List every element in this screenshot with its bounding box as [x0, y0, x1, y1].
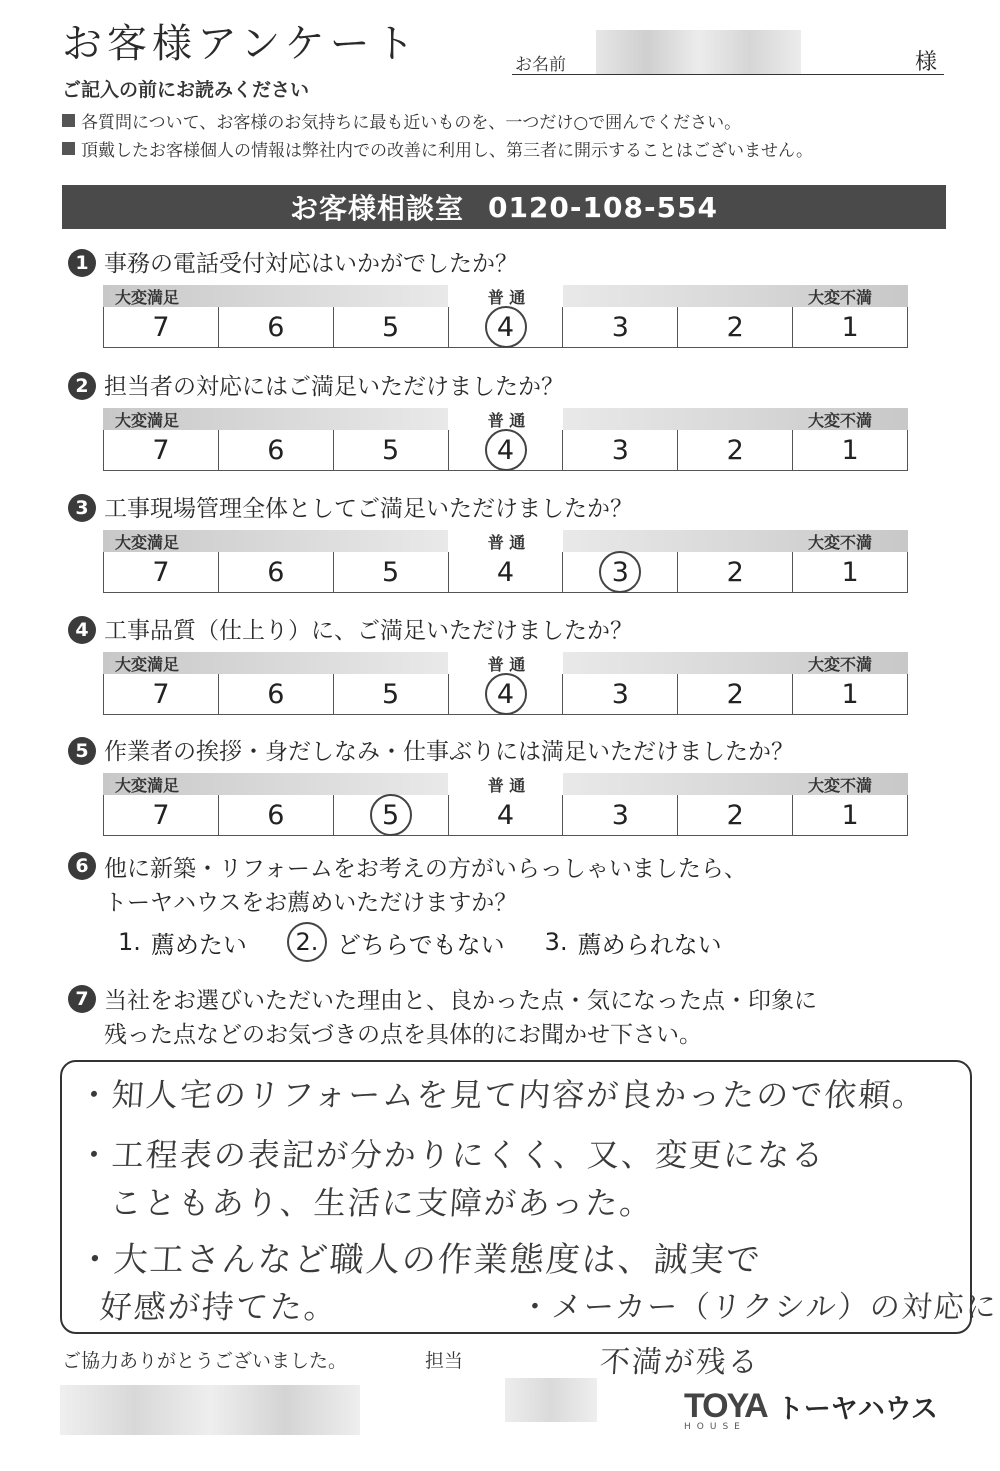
rating-option[interactable] — [333, 674, 448, 714]
support-phone: 0120-108-554 — [487, 190, 719, 224]
option-label: どちらでもない — [336, 930, 505, 959]
rating-option[interactable] — [218, 795, 333, 835]
rating-option[interactable] — [333, 430, 448, 470]
option-label: 薦められない — [577, 930, 722, 959]
question-text: 工事品質（仕上り）に、ご満足いただけましたか？ — [104, 618, 633, 644]
rating-value: 7 — [152, 434, 170, 466]
rating-option[interactable] — [448, 674, 563, 714]
address-redacted — [60, 1385, 360, 1435]
rating-value: 4 — [485, 306, 527, 348]
rating-value: 1 — [841, 434, 859, 466]
q6-option[interactable] — [545, 922, 722, 962]
handwritten-comment: 好感が持てた。 — [98, 1288, 340, 1326]
name-label: お名前 — [515, 55, 566, 75]
rating-value: 6 — [267, 434, 285, 466]
q6-options — [118, 922, 898, 962]
rating-value: 6 — [267, 311, 285, 343]
rating-option[interactable] — [562, 674, 677, 714]
scale-cells — [103, 307, 908, 348]
brand-name: トーヤハウス — [776, 1393, 938, 1425]
name-redacted — [596, 30, 801, 74]
rating-value: 3 — [611, 434, 629, 466]
scale-label-worst: 大変不満 — [808, 655, 873, 674]
rating-value: 7 — [152, 678, 170, 710]
rating-option[interactable] — [792, 674, 908, 714]
rating-value: 5 — [382, 678, 400, 710]
rating-value: 2 — [726, 434, 744, 466]
question-text: トーヤハウスをお薦めいただけますか？ — [104, 890, 518, 916]
rating-option[interactable] — [792, 430, 908, 470]
notice-text: 頂戴したお客様個人の情報は弊社内での改善に利用し、第三者に開示することはございません。 — [81, 141, 814, 161]
rating-option[interactable] — [103, 674, 218, 714]
question-text: 工事現場管理全体としてご満足いただけましたか？ — [104, 496, 633, 522]
logo-mark: TOYA — [684, 1386, 767, 1425]
rating-option[interactable] — [103, 795, 218, 835]
rating-value: 4 — [485, 429, 527, 471]
scale-label-best: 大変満足 — [115, 288, 180, 307]
rating-value: 7 — [152, 556, 170, 588]
rating-option[interactable] — [562, 430, 677, 470]
rating-value: 2 — [726, 799, 744, 831]
scale-label-mid: 普 通 — [487, 533, 526, 552]
scale-header — [103, 285, 908, 307]
notice-item — [62, 136, 813, 161]
rating-value: 1 — [841, 678, 859, 710]
rating-option[interactable] — [333, 307, 448, 347]
rating-scale — [103, 530, 908, 596]
rating-option[interactable] — [103, 307, 218, 347]
option-number: 3. — [544, 928, 568, 956]
company-logo — [684, 1382, 944, 1430]
rating-option[interactable] — [218, 552, 333, 592]
rating-option[interactable] — [677, 430, 792, 470]
rating-option[interactable] — [103, 430, 218, 470]
name-underline — [512, 74, 944, 75]
scale-label-mid: 普 通 — [487, 776, 526, 795]
rating-option[interactable] — [333, 795, 448, 835]
scale-header — [103, 773, 908, 795]
q6-option[interactable] — [287, 922, 505, 962]
question-number-badge: 1 — [68, 249, 96, 277]
rating-value: 1 — [841, 311, 859, 343]
rating-option[interactable] — [103, 552, 218, 592]
notice-item — [62, 108, 741, 133]
scale-cells — [103, 552, 908, 593]
square-bullet-icon — [62, 114, 75, 127]
handwritten-comment: こともあり、生活に支障があった。 — [108, 1184, 655, 1222]
rating-option[interactable] — [792, 795, 908, 835]
question-text: 他に新築・リフォームをお考えの方がいらっしゃいましたら、 — [104, 856, 747, 882]
option-label: 薦めたい — [150, 930, 247, 959]
honorific-label: 様 — [915, 50, 938, 75]
question-number-badge: 3 — [68, 494, 96, 522]
rating-value: 4 — [496, 799, 515, 831]
question-number-badge: 5 — [68, 737, 96, 765]
rating-value: 4 — [496, 556, 515, 588]
scale-label-mid: 普 通 — [487, 288, 526, 307]
rating-option[interactable] — [677, 552, 792, 592]
question-number-badge: 2 — [68, 372, 96, 400]
rating-option[interactable] — [448, 307, 563, 347]
rating-option[interactable] — [562, 552, 677, 592]
rating-value: 3 — [611, 311, 629, 343]
rating-option[interactable] — [562, 795, 677, 835]
rating-option[interactable] — [448, 430, 563, 470]
scale-label-worst: 大変不満 — [808, 533, 873, 552]
rating-value: 1 — [841, 799, 859, 831]
scale-header — [103, 652, 908, 674]
rating-value: 4 — [485, 673, 527, 715]
notice-text: 各質問について、お客様のお気持ちに最も近いものを、一つだけ○で囲んでください。 — [81, 113, 742, 133]
handwritten-comment: ・知人宅のリフォームを見て内容が良かったので依頼。 — [76, 1076, 928, 1114]
question-number-badge: 6 — [68, 852, 96, 880]
staff-redacted — [505, 1378, 597, 1422]
rating-value: 5 — [370, 794, 412, 836]
handwritten-comment: ・工程表の表記が分かりにくく、又、変更になる — [76, 1136, 827, 1174]
square-bullet-icon — [62, 142, 75, 155]
rating-value: 7 — [152, 311, 170, 343]
question-text: 事務の電話受付対応はいかがでしたか？ — [104, 251, 518, 277]
rating-option[interactable] — [677, 674, 792, 714]
option-number: 1. — [118, 928, 141, 956]
handwritten-comment: 不満が残る — [598, 1345, 761, 1380]
support-banner — [62, 185, 946, 229]
thanks-text: ご協力ありがとうございました。 — [62, 1350, 348, 1372]
scale-cells — [103, 795, 908, 836]
question-number-badge: 7 — [68, 985, 96, 1013]
rating-scale — [103, 285, 908, 351]
rating-value: 2 — [726, 556, 744, 588]
handwritten-comment: ・大工さんなど職人の作業態度は、誠実で — [76, 1240, 764, 1280]
question-text: 残った点などのお気づきの点を具体的にお聞かせ下さい。 — [104, 1022, 702, 1048]
rating-option[interactable] — [448, 552, 563, 592]
scale-cells — [103, 674, 908, 715]
rating-value: 5 — [382, 311, 400, 343]
scale-cells — [103, 430, 908, 471]
q6-option[interactable] — [118, 922, 247, 962]
logo-subtext: HOUSE — [684, 1422, 746, 1432]
scale-header — [103, 530, 908, 552]
rating-value: 2 — [726, 678, 744, 710]
support-label: お客様相談室 — [289, 192, 464, 225]
rating-value: 6 — [267, 678, 285, 710]
rating-value: 6 — [267, 556, 285, 588]
rating-option[interactable] — [562, 307, 677, 347]
rating-option[interactable] — [218, 307, 333, 347]
rating-value: 5 — [382, 556, 400, 588]
scale-label-best: 大変満足 — [115, 655, 180, 674]
rating-option[interactable] — [218, 674, 333, 714]
rating-value: 3 — [611, 799, 629, 831]
pre-read-heading: ご記入の前にお読みください — [62, 79, 310, 101]
scale-header — [103, 408, 908, 430]
scale-label-mid: 普 通 — [487, 655, 526, 674]
rating-value: 7 — [152, 799, 170, 831]
rating-value: 3 — [599, 551, 641, 593]
question-text: 担当者の対応にはご満足いただけましたか？ — [104, 374, 564, 400]
scale-label-worst: 大変不満 — [808, 776, 873, 795]
rating-scale — [103, 652, 908, 718]
option-number: 2. — [287, 922, 327, 962]
rating-scale — [103, 773, 908, 839]
rating-scale — [103, 408, 908, 474]
staff-label: 担当 — [425, 1350, 464, 1372]
rating-value: 6 — [267, 799, 285, 831]
rating-value: 5 — [382, 434, 400, 466]
scale-label-mid: 普 通 — [487, 411, 526, 430]
scale-label-best: 大変満足 — [115, 776, 180, 795]
scale-label-worst: 大変不満 — [808, 411, 873, 430]
rating-option[interactable] — [677, 307, 792, 347]
page-title: お客様アンケート — [62, 21, 420, 67]
rating-option[interactable] — [333, 552, 448, 592]
scale-label-best: 大変満足 — [115, 533, 180, 552]
rating-value: 3 — [611, 678, 629, 710]
question-number-badge: 4 — [68, 616, 96, 644]
rating-option[interactable] — [218, 430, 333, 470]
rating-value: 2 — [726, 311, 744, 343]
rating-option[interactable] — [792, 552, 908, 592]
scale-label-best: 大変満足 — [115, 411, 180, 430]
question-text: 作業者の挨拶・身だしなみ・仕事ぶりには満足いただけましたか？ — [104, 739, 794, 765]
rating-option[interactable] — [677, 795, 792, 835]
handwritten-comment: ・メーカー（リクシル）の対応に — [518, 1290, 1000, 1325]
rating-option[interactable] — [792, 307, 908, 347]
rating-value: 1 — [841, 556, 859, 588]
question-text: 当社をお選びいただいた理由と、良かった点・気になった点・印象に — [104, 988, 817, 1014]
scale-label-worst: 大変不満 — [808, 288, 873, 307]
rating-option[interactable] — [448, 795, 563, 835]
